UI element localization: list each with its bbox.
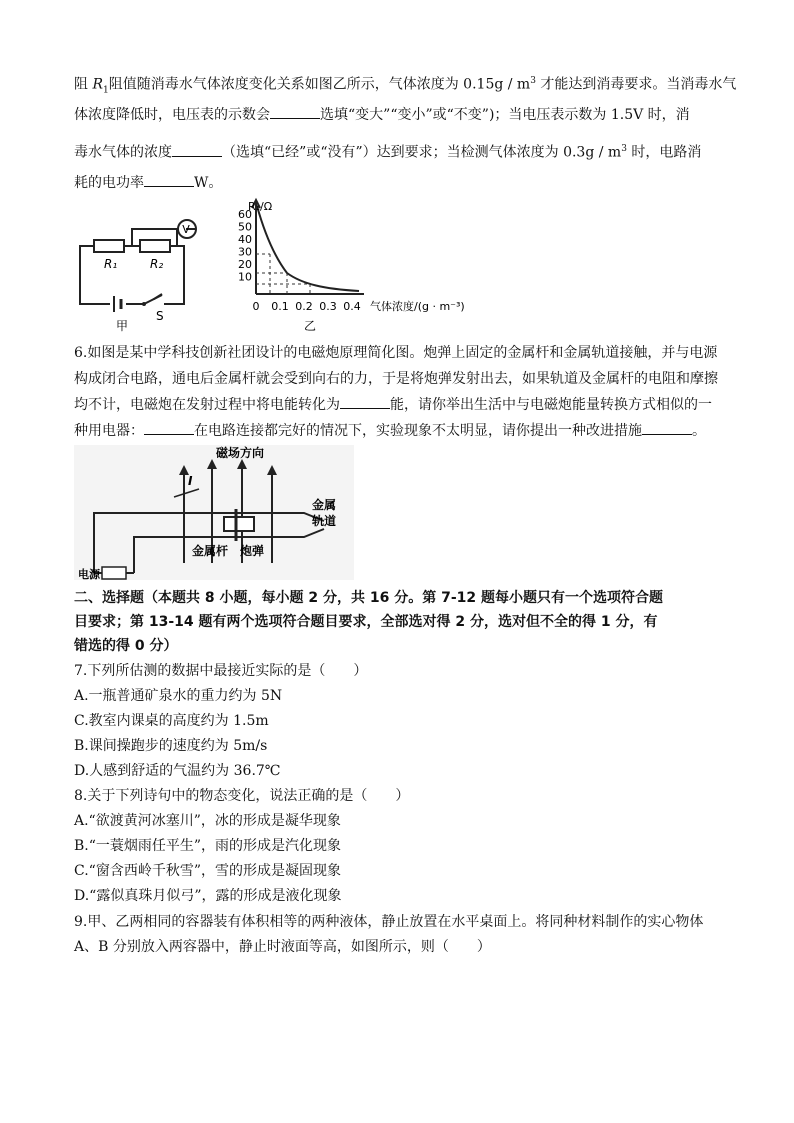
q7-stem: 7.下列所估测的数据中最接近实际的是（ ） <box>74 663 368 679</box>
y-tick-label: 40 <box>238 233 252 246</box>
y-tick-label: 30 <box>238 245 252 259</box>
section-heading-line-3: 错选的得 0 分） <box>74 638 178 654</box>
railgun-figure <box>74 445 354 580</box>
q8-option-a[interactable]: A.“欲渡黄河冰塞川”，冰的形成是凝华现象 <box>74 813 341 829</box>
q6-line-4: 种用电器： 在电路连接都完好的情况下，实验现象不太明显，请你提出一种改进措施 。 <box>74 423 706 439</box>
q8-option-c[interactable]: C.“窗含西岭千秋雪”，雪的形成是凝固现象 <box>74 863 341 879</box>
projectile <box>224 517 254 531</box>
q7-option-c[interactable]: C.教室内课桌的高度约为 1.5m <box>74 713 269 729</box>
q5-line-4: 耗的电功率 W。 <box>74 175 223 191</box>
y-tick-label: 60 <box>238 208 252 221</box>
answer-blank[interactable] <box>172 143 222 157</box>
x-tick-label: 0.4 <box>343 300 361 313</box>
graph-dashed-guides <box>256 254 310 294</box>
q7-option-b[interactable]: B.课间操跑步的速度约为 5m/s <box>74 738 268 754</box>
q5-line-2: 体浓度降低时，电压表的示数会 选填“变大”“变小”或“不变”)；当电压表示数为 1.5V 时，消 <box>74 107 690 123</box>
section-heading-line-1: 二、选择题（本题共 8 小题，每小题 2 分，共 16 分。第 7-12 题每小题只有一个选项符合题 <box>74 590 663 606</box>
q8-option-b[interactable]: B.“一蓑烟雨任平生”，雨的形成是汽化现象 <box>74 838 342 854</box>
power-source-label: 电源 <box>78 568 100 580</box>
answer-blank[interactable] <box>642 421 692 435</box>
x-tick-label: 0.2 <box>295 300 313 313</box>
circuit-and-graph-figure <box>74 196 494 332</box>
x-tick-label: 0.1 <box>271 300 289 313</box>
q7-option-a[interactable]: A.一瓶普通矿泉水的重力约为 5N <box>74 688 283 704</box>
y-tick-labels <box>238 208 252 284</box>
x-tick-label: 0.3 <box>319 300 337 313</box>
y-tick-label: 50 <box>238 220 252 234</box>
rail-label-2: 轨道 <box>312 514 337 528</box>
answer-blank[interactable] <box>144 421 194 435</box>
figure-yi-label: 乙 <box>304 319 317 332</box>
y-axis-label: R₁/Ω <box>248 200 273 213</box>
r1-label: R₁ <box>104 257 118 271</box>
r2-label: R₂ <box>150 257 164 271</box>
field-direction-label: 磁场方向 <box>216 446 265 460</box>
rod-label: 金属杆 <box>192 544 229 558</box>
q9-line-1: 9.甲、乙两相同的容器装有体积相等的两种液体，静止放置在水平桌面上。将同种材料制作的实心物体 <box>74 914 704 930</box>
answer-blank[interactable] <box>340 395 390 409</box>
circuit-wire <box>80 246 184 304</box>
section-heading-line-2: 目要求；第 13-14 题有两个选项符合题目要求，全部选对得 2 分，选对但不全的得 1 分，有 <box>74 614 658 630</box>
shell-label: 炮弹 <box>240 544 265 558</box>
q6-line-2: 构成闭合电路，通电后金属杆就会受到向右的力，于是将炮弹发射出去，如果轨道及金属杆的电阻和摩擦 <box>74 371 718 387</box>
q6-line-1: 6.如图是某中学科技创新社团设计的电磁炮原理简化图。炮弹上固定的金属杆和金属轨道接触，并与电源 <box>74 345 718 361</box>
y-tick-label: 20 <box>238 258 252 271</box>
q8-option-d[interactable]: D.“露似真珠月似弓”，露的形成是液化现象 <box>74 888 342 904</box>
power-source-icon <box>102 567 126 579</box>
x-tick-labels <box>253 300 361 313</box>
resistance-curve <box>257 206 359 291</box>
current-label: I <box>188 474 193 488</box>
q9-line-2: A、B 分别放入两容器中，静止时液面等高，如图所示，则（ ） <box>74 939 491 955</box>
answer-blank[interactable] <box>270 105 320 119</box>
q7-option-d[interactable]: D.人感到舒适的气温约为 36.7℃ <box>74 763 281 779</box>
figure-jia-label: 甲 <box>116 319 129 332</box>
y-tick-label: 10 <box>238 270 252 284</box>
q5-line-3: 毒水气体的浓度 （选填“已经”或“没有”）达到要求；当检测气体浓度为 $0.3g / m^3$ 时，电路消 <box>74 144 702 161</box>
x-axis-label: 气体浓度/(g · m⁻³) <box>370 300 465 313</box>
rail-label: 金属 <box>312 498 337 512</box>
resistor-r2 <box>140 240 170 252</box>
x-tick-label: 0 <box>252 300 260 313</box>
resistor-r1 <box>94 240 124 252</box>
q6-line-3: 均不计，电磁炮在发射过程中将电能转化为 能，请你举出生活中与电磁炮能量转换方式相似的一 <box>74 397 712 413</box>
switch-label: S <box>156 309 164 323</box>
resistance-graph <box>238 200 465 332</box>
q5-line-1: 阻 $R_1$阻值随消毒水气体浓度变化关系如图乙所示，气体浓度为 $0.15g / m^3$ 才能达到消毒要求。当消毒水气 <box>74 76 737 96</box>
answer-blank[interactable] <box>144 173 194 187</box>
voltmeter-label: V <box>182 223 190 236</box>
q8-stem: 8.关于下列诗句中的物态变化，说法正确的是（ ） <box>74 788 410 804</box>
